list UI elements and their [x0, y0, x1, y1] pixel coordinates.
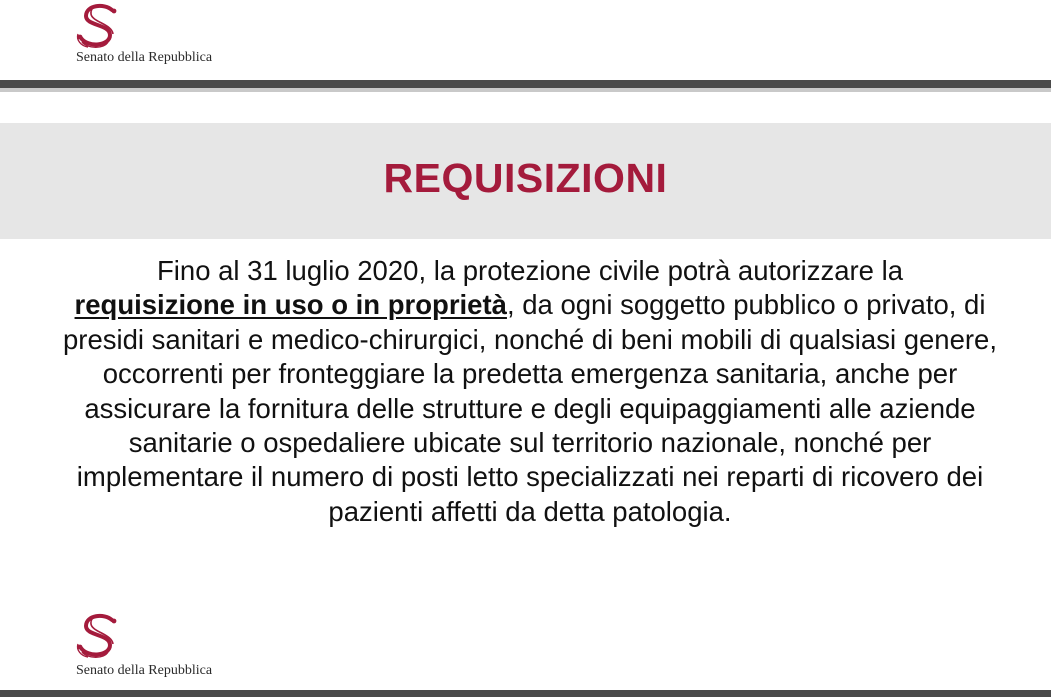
logo-caption: Senato della Repubblica — [76, 663, 213, 678]
header-divider — [0, 80, 1051, 88]
logo-caption: Senato della Repubblica — [76, 50, 213, 65]
body-rest: , da ogni soggetto pubblico o privato, di presidi sanitari e medico-chirurgici, nonché di beni mobili di qualsiasi genere, occorrenti per fronteggiare la predetta emergenza sanitaria, anche per assicurare la fornitura delle strutture e degli equipaggiamenti alle aziende sanitarie o ospedaliere ubicate sul territorio nazionale, nonché per implementare il numero di posti letto specializzati nei reparti di ricovero dei pazienti affetti da detta patologia. — [63, 289, 997, 527]
senato-logo-icon — [74, 612, 124, 662]
header-divider-shadow — [0, 88, 1051, 92]
slide-body — [60, 254, 1000, 529]
slide-title: REQUISIZIONI — [383, 155, 668, 201]
footer-divider — [0, 690, 1051, 697]
senato-logo-icon — [74, 2, 124, 52]
body-emphasis: requisizione in uso o in proprietà — [74, 289, 507, 321]
body-intro: Fino al 31 luglio 2020, la protezione civile potrà autorizzare la — [157, 255, 903, 286]
